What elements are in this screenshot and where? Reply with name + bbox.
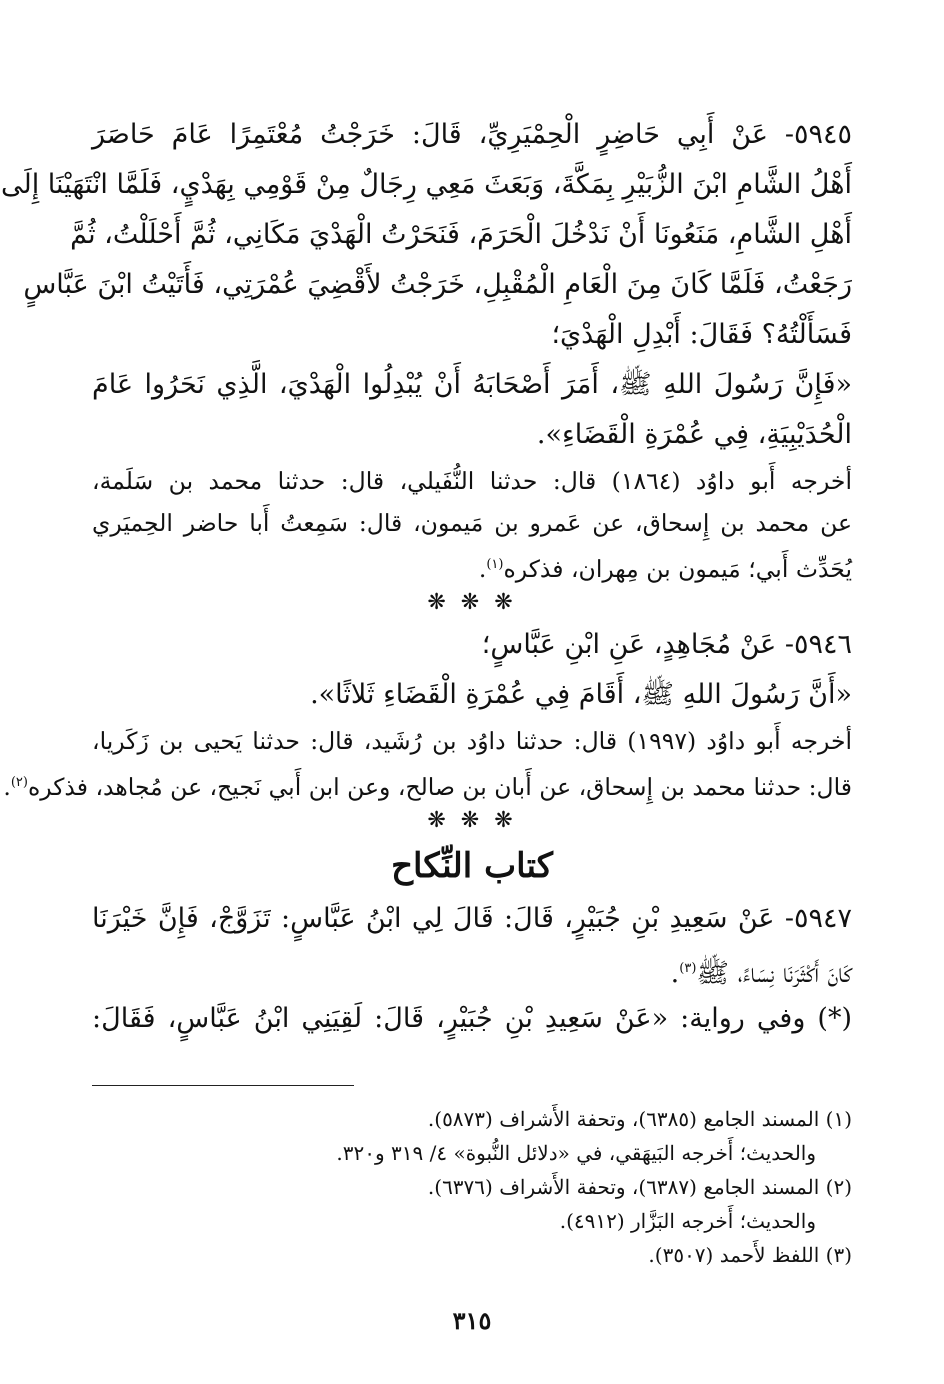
hadith-5946 [92,620,852,720]
takhrij-5945-line-3: يُحَدِّث أَبي؛ مَيمون بن مِهران، فذكره$^{(١)}$. [478,554,852,583]
takhrij-5945-line-2: عن محمد بن إِسحاق، عن عَمرو بن مَيمون، قال: سَمِعتُ أَبا حاضر الحِميَري [92,509,852,537]
footnote-divider [92,1085,354,1086]
footnote-2: (٢) المسند الجامع (٦٣٨٧)، وتحفة الأَشراف (٦٣٧٦). [427,1175,852,1199]
footnote-ref-2[interactable]: (٢) [10,775,28,790]
footnote-3: (٣) اللفظ لأَحمد (٣٥٠٧). [648,1243,852,1267]
hadith-5946-line-1: ٥٩٤٦- عَنْ مُجَاهِدٍ، عَنِ ابْنِ عَبَّاسٍ؛ [481,629,852,660]
page-number: ٣١٥ [452,1306,492,1335]
hadith-5945-line-1: ٥٩٤٥- عَنْ أَبِي حَاضِرٍ الْحِمْيَرِيِّ، قَالَ: خَرَجْتُ مُعْتَمِرًا عَامَ حَاصَرَ [92,119,852,150]
footnote-1-continuation: والحديث؛ أَخرجه البَيهَقي، في «دلائل النُّبوة» ٤/ ٣١٩ و٣٢٠. [336,1141,816,1165]
takhrij-5945-line-1: أخرجه أَبو داوُد (١٨٦٤) قال: حدثنا النُّفَيلي، قال: حدثنا محمد بن سَلَمة، [92,467,852,495]
hadith-5945-quote-line-2: الْحُدَيْبِيَةِ، فِي عُمْرَةِ الْقَضَاءِ». [536,419,852,450]
hadith-5945-line-3: أَهْلِ الشَّامِ، مَنَعُونَا أَنْ نَدْخُلَ الْحَرَمَ، فَنَحَرْتُ الْهَدْيَ مَكَانِي، ثُمَّ أَحْلَلْتُ، ثُمَّ [70,219,852,250]
hadith-5945-line-5: فَسَأَلْتُهُ؟ فَقَالَ: أَبْدِلِ الْهَدْيَ؛ [551,319,852,350]
footnote-2-continuation: والحديث؛ أَخرجه البَزَّار (٤٩١٢). [559,1209,816,1233]
takhrij-5945-text: يُحَدِّث أَبي؛ مَيمون بن مِهران، فذكره [503,554,852,583]
footnotes [92,1102,852,1272]
takhrij-5946-text: قال: حدثنا محمد بن إِسحاق، عن أَبان بن صالح، وعن ابن أَبي نَجيح، عن مُجاهد، فذكره [27,772,852,801]
hadith-5945-quote-line-1: «فَإِنَّ رَسُولَ اللهِ ﷺ، أَمَرَ أَصْحَابَهُ أَنْ يُبْدِلُوا الْهَدْيَ، الَّذِي نَحَرُوا عَامَ [92,369,852,400]
hadith-5947-text: كَانَ أَكْثَرَنَا نِسَاءً، ﷺ [696,958,852,989]
footnote-ref-1[interactable]: (١) [486,557,504,572]
takhrij-5945 [92,460,852,586]
chapter-title: كتاب النِّكاح [391,846,553,886]
takhrij-5946-line-1: أخرجه أَبو داوُد (١٩٩٧) قال: حدثنا داوُد بن رُشَيد، قال: حدثنا يَحيى بن زَكَريا، [92,727,852,755]
hadith-5947-riwaya-line: (*) وفي رواية: «عَنْ سَعِيدِ بْنِ جُبَيْرٍ، قَالَ: لَقِيَنِي ابْنُ عَبَّاسٍ، فَقَالَ: [92,1003,852,1034]
footnote-ref-3[interactable]: (٣) [679,961,697,976]
hadith-5947 [92,894,852,1044]
separator-stars-1: ❋ ❋ ❋ [427,590,517,615]
page-body [0,110,852,1344]
hadith-5947-line-2: كَانَ أَكْثَرَنَا نِسَاءً، ﷺ$^{(٣)}$. [670,958,852,989]
footnote-1: (١) المسند الجامع (٦٣٨٥)، وتحفة الأَشراف (٥٨٧٣). [427,1107,852,1131]
hadith-5945 [0,110,852,460]
hadith-5946-line-2: «أَنَّ رَسُولَ اللهِ ﷺ، أَقَامَ فِي عُمْرَةِ الْقَضَاءِ ثَلاثًا». [310,679,852,710]
hadith-5945-line-2: أَهْلُ الشَّامِ ابْنَ الزُّبَيْرِ بِمَكَّةَ، وَبَعَثَ مَعِي رِجَالٌ مِنْ قَوْمِي بِهَدْيٍ، فَلَمَّا انْتَهَيْنَا إِلَى [0,169,852,200]
separator-stars-2: ❋ ❋ ❋ [427,808,517,833]
hadith-5945-line-4: رَجَعْتُ، فَلَمَّا كَانَ مِنَ الْعَامِ الْمُقْبِلِ، خَرَجْتُ لأَقْضِيَ عُمْرَتِي، فَأَتَيْتُ ابْنَ عَبَّاسٍ [23,269,852,300]
takhrij-5946-line-2: قال: حدثنا محمد بن إِسحاق، عن أَبان بن صالح، وعن ابن أَبي نَجيح، عن مُجاهد، فذكره$^{(٢)}$. [3,772,852,801]
hadith-5947-line-1: ٥٩٤٧- عَنْ سَعِيدِ بْنِ جُبَيْرٍ، قَالَ: قَالَ لِي ابْنُ عَبَّاسٍ: تَزَوَّجْ، فَإِنَّ خَيْرَنَا [92,903,852,934]
takhrij-5946 [3,720,852,804]
